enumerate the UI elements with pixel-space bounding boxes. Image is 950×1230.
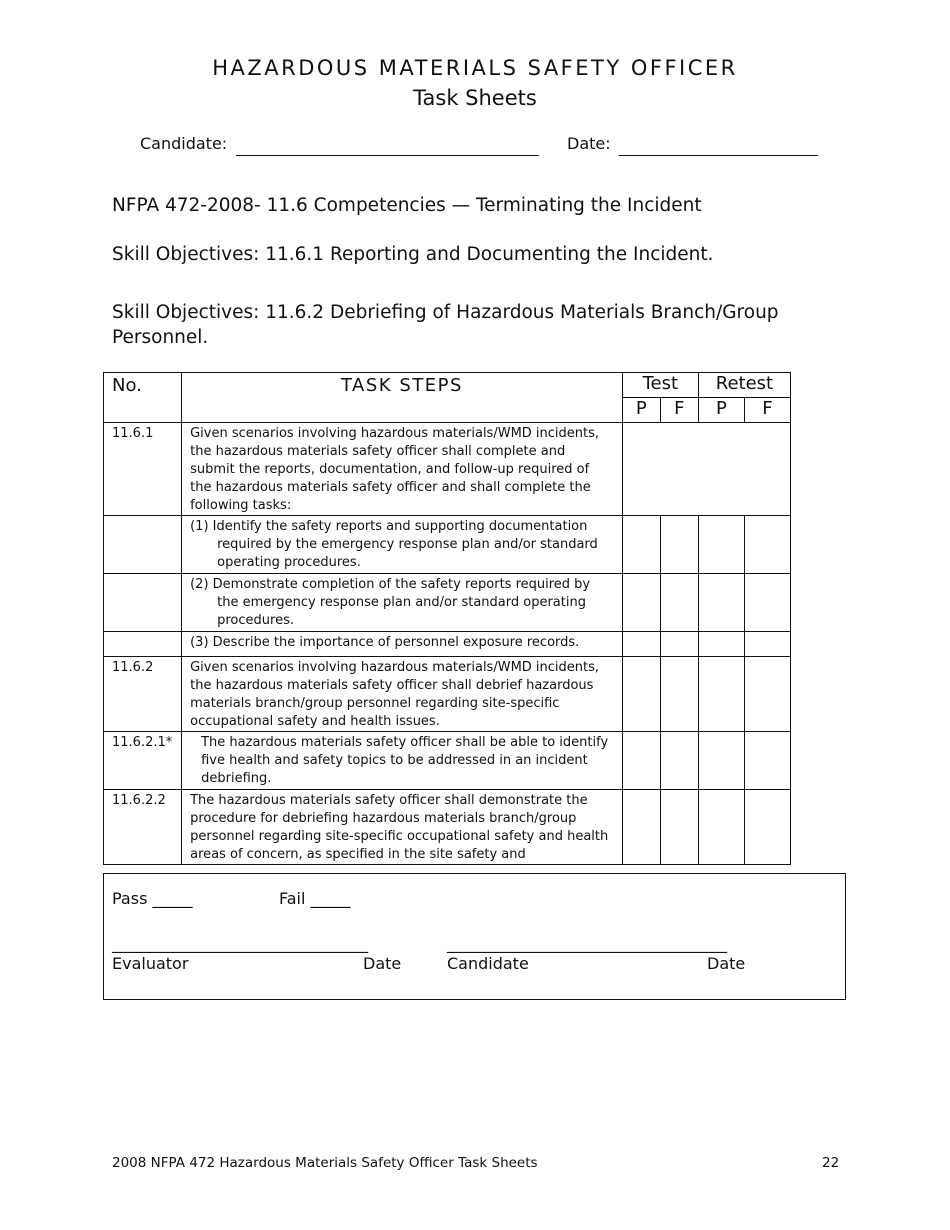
table-row	[104, 657, 791, 732]
task-step: The hazardous materials safety officer shall be able to identify five health and safety topics to be addressed in an incident debriefing.	[201, 735, 609, 786]
table-row	[104, 574, 791, 632]
retest-fail-cell[interactable]	[744, 790, 790, 865]
task-number: 11.6.2.2	[104, 790, 182, 865]
task-step: Given scenarios involving hazardous materials/WMD incidents, the hazardous materials safety officer shall complete and submit the reports, documentation, and follow-up required of the hazardous materials safety officer and shall complete the following tasks:	[182, 423, 623, 516]
fail-field[interactable]: Fail _____	[279, 889, 351, 908]
skill-objective-1: Skill Objectives: 11.6.1 Reporting and Documenting the Incident.	[112, 244, 714, 265]
date-field[interactable]	[619, 155, 818, 156]
score-cell-merged	[622, 423, 790, 516]
task-step: Given scenarios involving hazardous materials/WMD incidents, the hazardous materials safety officer shall debrief hazardous materials branch/group personnel regarding site-specific occupational safety and health issues.	[182, 657, 623, 732]
test-pass-cell[interactable]	[622, 657, 660, 732]
table-row	[104, 423, 791, 516]
task-number	[104, 632, 182, 657]
candidate-signature-line[interactable]: ___________________________________	[447, 934, 727, 953]
candidate-field[interactable]	[236, 155, 539, 156]
evaluator-label: Evaluator	[112, 954, 189, 973]
col-header-retest-pass: P	[698, 398, 744, 423]
test-pass-cell[interactable]	[622, 632, 660, 657]
col-header-test-fail: F	[660, 398, 698, 423]
retest-fail-cell[interactable]	[744, 657, 790, 732]
test-fail-cell[interactable]	[660, 657, 698, 732]
col-header-retest: Retest	[698, 373, 790, 398]
task-step: The hazardous materials safety officer shall demonstrate the procedure for debriefing hazardous materials branch/group personnel regarding site-specific occupational safety and health areas of concern, as specified in the site safety and	[182, 790, 623, 865]
col-header-no: No.	[104, 373, 182, 423]
col-header-test: Test	[622, 373, 698, 398]
evaluator-signature-line[interactable]: ________________________________	[112, 934, 368, 953]
date-label: Date:	[567, 134, 611, 153]
candidate-date-label: Date	[707, 954, 746, 973]
table-row	[104, 516, 791, 574]
task-step: (1) Identify the safety reports and supporting documentation required by the emergency response plan and/or standard operating procedures.	[190, 519, 598, 570]
skill-objective-2: Skill Objectives: 11.6.2 Debriefing of Hazardous Materials Branch/Group Personnel.	[112, 302, 779, 348]
pass-field[interactable]: Pass _____	[112, 889, 193, 908]
test-fail-cell[interactable]	[660, 790, 698, 865]
col-header-test-pass: P	[622, 398, 660, 423]
evaluator-date-label: Date	[363, 954, 402, 973]
footer-text: 2008 NFPA 472 Hazardous Materials Safety Officer Task Sheets	[112, 1155, 538, 1171]
task-number	[104, 574, 182, 632]
table-row	[104, 732, 791, 790]
table-row	[104, 632, 791, 657]
test-fail-cell[interactable]	[660, 732, 698, 790]
competency-heading: NFPA 472-2008- 11.6 Competencies — Terminating the Incident	[112, 195, 702, 216]
test-pass-cell[interactable]	[622, 732, 660, 790]
task-table	[103, 372, 791, 865]
retest-pass-cell[interactable]	[698, 574, 744, 632]
test-fail-cell[interactable]	[660, 632, 698, 657]
retest-fail-cell[interactable]	[744, 574, 790, 632]
page-title: HAZARDOUS MATERIALS SAFETY OFFICER	[212, 56, 738, 80]
candidate-label: Candidate	[447, 954, 529, 973]
col-header-task-steps: TASK STEPS	[182, 373, 623, 423]
table-row	[104, 790, 791, 865]
retest-fail-cell[interactable]	[744, 516, 790, 574]
retest-pass-cell[interactable]	[698, 790, 744, 865]
task-number: 11.6.1	[104, 423, 182, 516]
retest-fail-cell[interactable]	[744, 632, 790, 657]
retest-pass-cell[interactable]	[698, 516, 744, 574]
task-step: (3) Describe the importance of personnel exposure records.	[190, 635, 580, 650]
test-fail-cell[interactable]	[660, 516, 698, 574]
signoff-box	[103, 873, 846, 1000]
retest-pass-cell[interactable]	[698, 732, 744, 790]
task-step: (2) Demonstrate completion of the safety reports required by the emergency response plan and/or standard operating procedures.	[190, 577, 591, 628]
test-pass-cell[interactable]	[622, 574, 660, 632]
test-pass-cell[interactable]	[622, 516, 660, 574]
col-header-retest-fail: F	[744, 398, 790, 423]
page-subtitle: Task Sheets	[413, 86, 537, 110]
candidate-label: Candidate:	[140, 134, 228, 153]
retest-pass-cell[interactable]	[698, 632, 744, 657]
test-fail-cell[interactable]	[660, 574, 698, 632]
task-number: 11.6.2	[104, 657, 182, 732]
page-number: 22	[822, 1155, 840, 1171]
retest-fail-cell[interactable]	[744, 732, 790, 790]
task-number	[104, 516, 182, 574]
test-pass-cell[interactable]	[622, 790, 660, 865]
task-number: 11.6.2.1*	[104, 732, 182, 790]
retest-pass-cell[interactable]	[698, 657, 744, 732]
